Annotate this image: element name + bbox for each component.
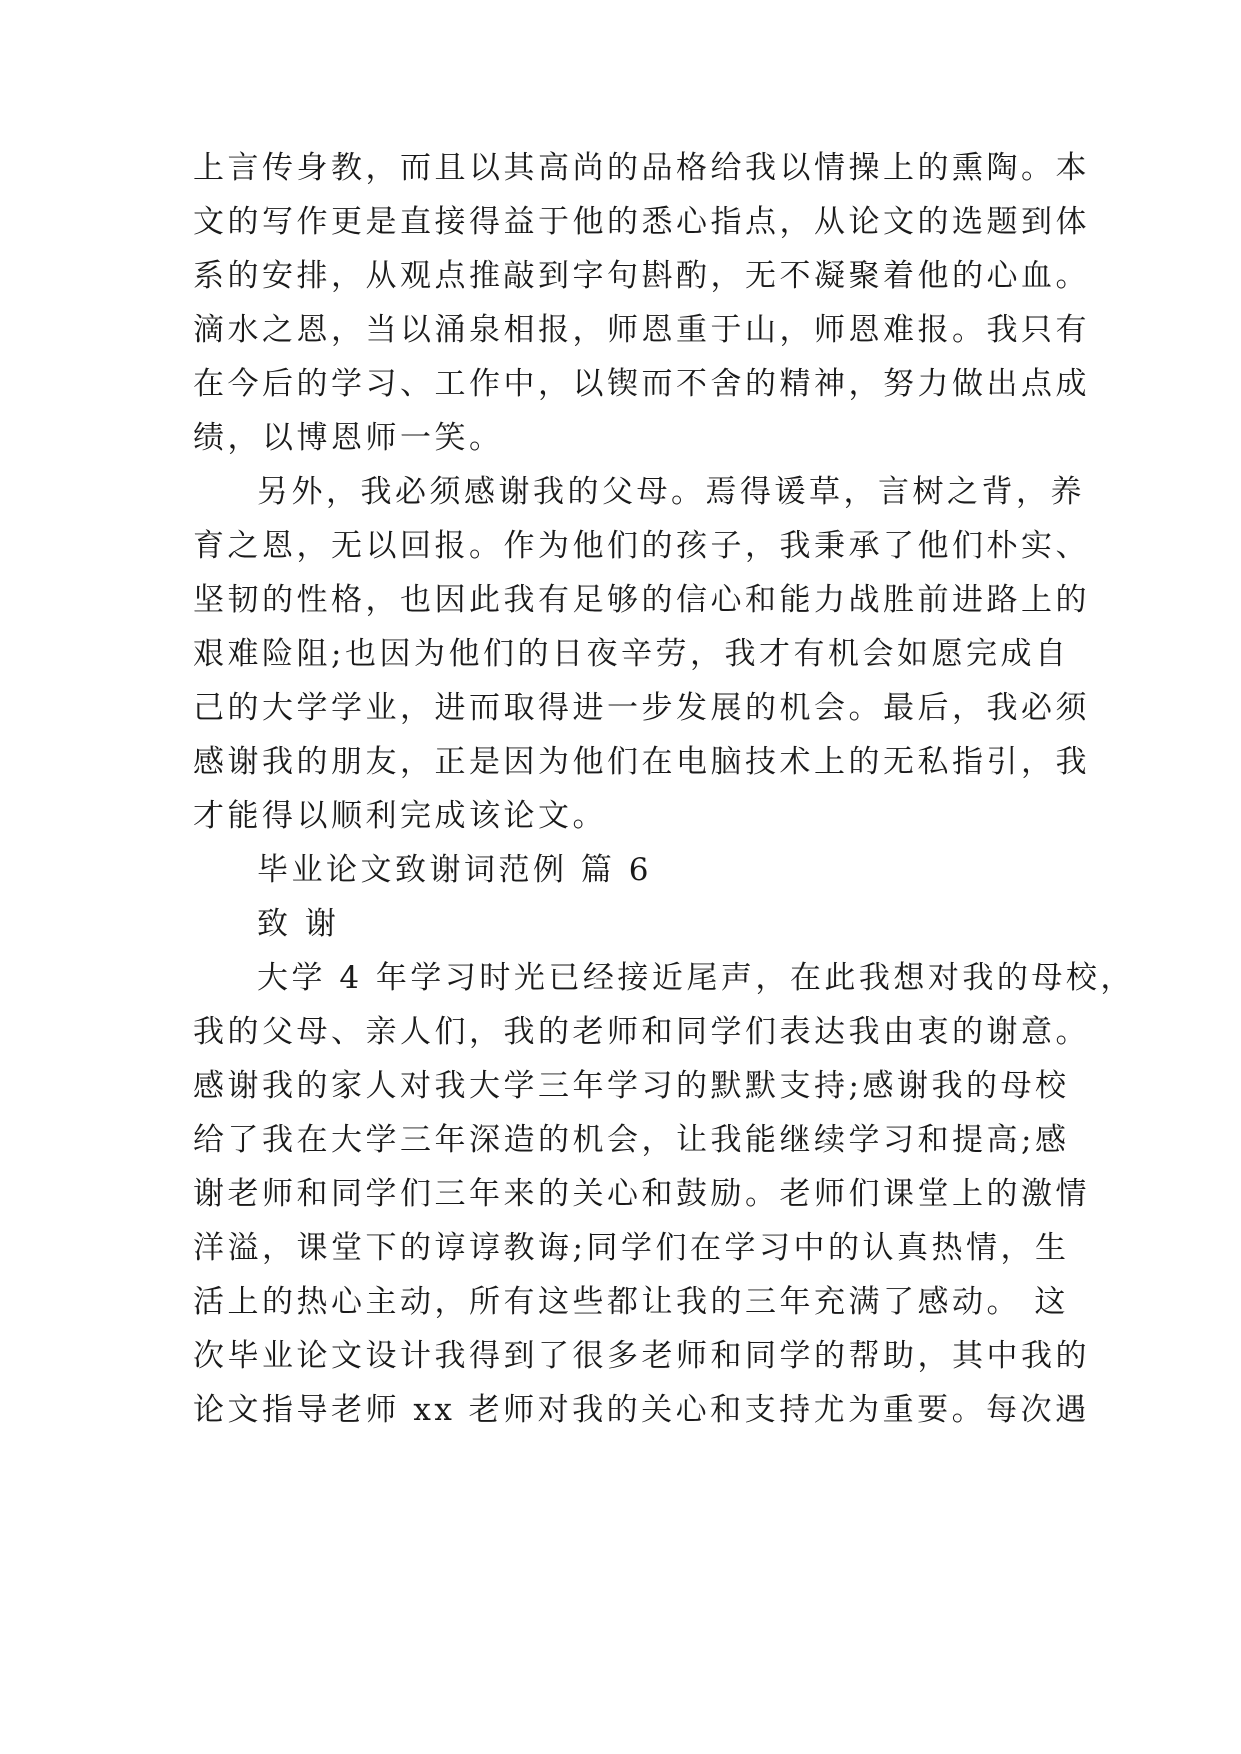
text-line: 感谢我的家人对我大学三年学习的默默支持;感谢我的母校: [193, 1068, 1070, 1104]
text-line: 给了我在大学三年深造的机会，让我能继续学习和提高;感: [193, 1122, 1070, 1158]
text-line: 滴水之恩，当以涌泉相报，师恩重于山，师恩难报。我只有: [193, 312, 1090, 348]
text-line: 洋溢，课堂下的谆谆教诲;同学们在学习中的认真热情，生: [193, 1230, 1070, 1266]
text-line: 我的父母、亲人们，我的老师和同学们表达我由衷的谢意。: [193, 1014, 1090, 1050]
text-line: 在今后的学习、工作中，以锲而不舍的精神，努力做出点成: [193, 366, 1090, 402]
text-line: 才能得以顺利完成该论文。: [193, 798, 607, 834]
text-line: 论文指导老师 xx 老师对我的关心和支持尤为重要。每次遇: [193, 1392, 1090, 1428]
text-line: 感谢我的朋友，正是因为他们在电脑技术上的无私指引，我: [193, 744, 1090, 780]
text-line: 己的大学学业，进而取得进一步发展的机会。最后，我必须: [193, 690, 1090, 726]
text-line: 育之恩，无以回报。作为他们的孩子，我秉承了他们朴实、: [193, 528, 1090, 564]
text-line: 艰难险阻;也因为他们的日夜辛劳，我才有机会如愿完成自: [193, 636, 1070, 672]
paragraph-start-line: 另外，我必须感谢我的父母。焉得谖草，言树之背，养: [257, 474, 1085, 510]
text-line: 上言传身教，而且以其高尚的品格给我以情操上的熏陶。本: [193, 150, 1090, 186]
text-line: 次毕业论文设计我得到了很多老师和同学的帮助，其中我的: [193, 1338, 1090, 1374]
section-heading: 毕业论文致谢词范例 篇 6: [257, 852, 652, 888]
subheading: 致 谢: [257, 906, 340, 942]
text-line: 坚韧的性格，也因此我有足够的信心和能力战胜前进路上的: [193, 582, 1090, 618]
text-line: 系的安排，从观点推敲到字句斟酌，无不凝聚着他的心血。: [193, 258, 1090, 294]
paragraph-start-line: 大学 4 年学习时光已经接近尾声，在此我想对我的母校，: [257, 960, 1135, 996]
text-line: 活上的热心主动，所有这些都让我的三年充满了感动。 这: [193, 1284, 1069, 1320]
text-line: 绩，以博恩师一笑。: [193, 420, 504, 456]
text-line: 谢老师和同学们三年来的关心和鼓励。老师们课堂上的激情: [193, 1176, 1090, 1212]
text-line: 文的写作更是直接得益于他的悉心指点，从论文的选题到体: [193, 204, 1090, 240]
